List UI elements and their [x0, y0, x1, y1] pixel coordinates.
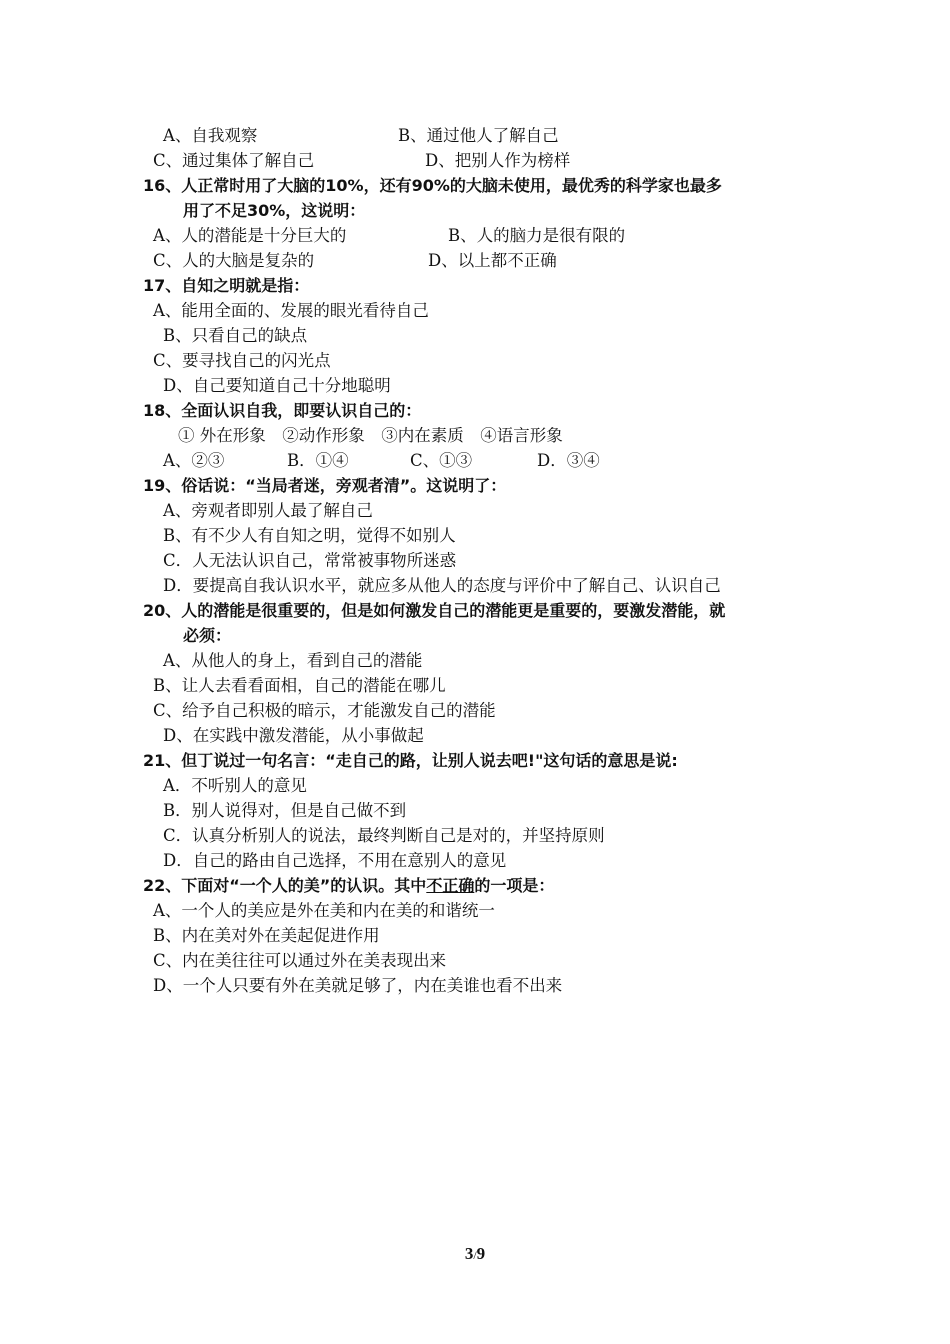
q22-stem-underlined: 不正确	[426, 876, 475, 895]
q22-stem	[143, 875, 554, 897]
q21-option-a: A．不听别人的意见	[163, 776, 307, 795]
q15-option-c: C、通过集体了解自己	[153, 151, 315, 170]
q18-items: ① 外在形象 ②动作形象 ③内在素质 ④语言形象	[178, 426, 563, 445]
q22-option-c: C、内在美往往可以通过外在美表现出来	[153, 951, 447, 970]
q20-option-b: B、让人去看看面相，自己的潜能在哪儿	[153, 676, 446, 695]
q17-option-c: C、要寻找自己的闪光点	[153, 351, 331, 370]
q17-option-d: D、自己要知道自己十分地聪明	[163, 376, 391, 395]
q17-stem: 17、自知之明就是指：	[143, 276, 310, 295]
q16-option-a: A、人的潜能是十分巨大的	[153, 226, 347, 245]
q19-stem: 19、俗话说：“当局者迷，旁观者清”。这说明了：	[143, 476, 507, 495]
page-number	[0, 1244, 950, 1264]
q19-option-c: C．人无法认识自己，常常被事物所迷惑	[163, 551, 457, 570]
page-separator: /	[473, 1248, 477, 1262]
q22-stem-part1: 22、下面对“一个人的美”的认识。其中	[143, 876, 427, 895]
q20-stem-line1: 20、人的潜能是很重要的，但是如何激发自己的潜能更是重要的，要激发潜能，就	[143, 601, 726, 620]
q15-option-a: A、自我观察	[163, 126, 258, 145]
q22-option-a: A、一个人的美应是外在美和内在美的和谐统一	[153, 901, 495, 920]
q19-option-b: B、有不少人有自知之明，觉得不如别人	[163, 526, 456, 545]
q21-stem: 21、但丁说过一句名言：“走自己的路，让别人说去吧!"这句话的意思是说:	[143, 751, 678, 770]
q17-option-b: B、只看自己的缺点	[163, 326, 308, 345]
q21-option-c: C．认真分析别人的说法，最终判断自己是对的，并坚持原则	[163, 826, 605, 845]
q18-option-a: A、②③	[163, 451, 225, 470]
q19-option-a: A、旁观者即别人最了解自己	[163, 501, 373, 520]
q22-option-d: D、一个人只要有外在美就足够了，内在美谁也看不出来	[153, 976, 563, 995]
q16-option-d: D、以上都不正确	[428, 251, 557, 270]
q16-stem-line2: 用了不足30%，这说明：	[183, 201, 366, 220]
q18-option-d: D．③④	[537, 451, 600, 470]
q21-option-b: B．别人说得对，但是自己做不到	[163, 801, 407, 820]
q22-option-b: B、内在美对外在美起促进作用	[153, 926, 380, 945]
page-current: 3	[464, 1244, 474, 1263]
q16-option-b: B、人的脑力是很有限的	[448, 226, 626, 245]
q17-option-a: A、能用全面的、发展的眼光看待自己	[153, 301, 429, 320]
q20-option-c: C、给予自己积极的暗示，才能激发自己的潜能	[153, 701, 496, 720]
q20-option-d: D、在实践中激发潜能，从小事做起	[163, 726, 424, 745]
q22-stem-part2: 的一项是：	[474, 876, 555, 895]
q21-option-d: D．自己的路由自己选择，不用在意别人的意见	[163, 851, 507, 870]
page-total: 9	[476, 1244, 486, 1263]
q18-option-b: B．①④	[287, 451, 349, 470]
q20-stem-line2: 必须：	[183, 626, 232, 645]
q18-stem: 18、全面认识自我，即要认识自己的：	[143, 401, 422, 420]
q19-option-d: D．要提高自我认识水平，就应多从他人的态度与评价中了解自己、认识自己	[163, 576, 721, 595]
q15-option-d: D、把别人作为榜样	[425, 151, 571, 170]
q16-option-c: C、人的大脑是复杂的	[153, 251, 315, 270]
q18-option-c: C、①③	[410, 451, 473, 470]
q16-stem-line1: 16、人正常时用了大脑的10%，还有90%的大脑未使用，最优秀的科学家也最多	[143, 176, 722, 195]
q15-option-b: B、通过他人了解自己	[398, 126, 559, 145]
q20-option-a: A、从他人的身上，看到自己的潜能	[163, 651, 423, 670]
